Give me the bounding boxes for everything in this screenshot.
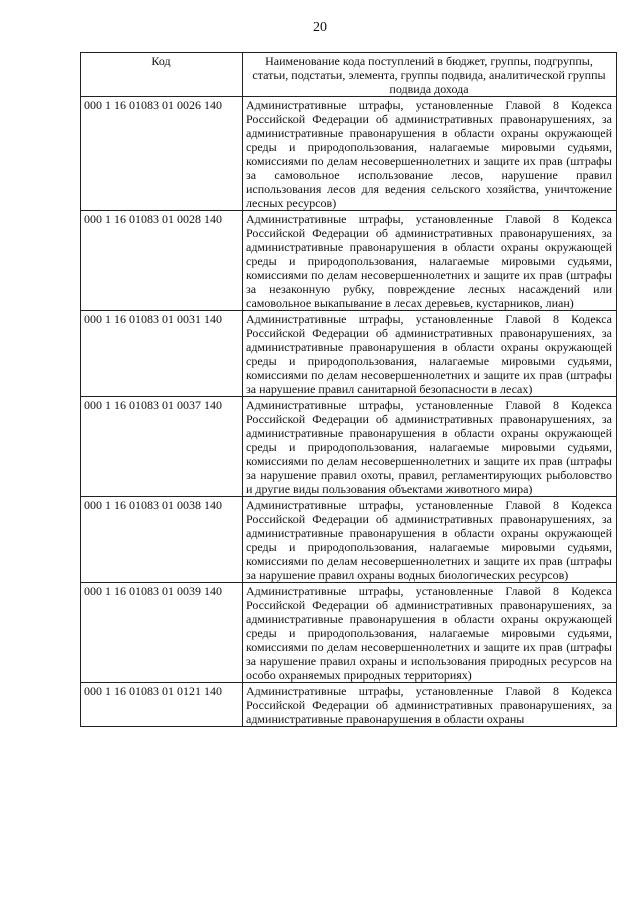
name-cell: Административные штрафы, установленные Главой 8 Кодекса Российской Федерации об административных правонарушениях, за административные правонарушения в области охраны окружающей среды и природопользования, налагаемые мировыми судьями, комиссиями по делам несовершеннолетних и защите их прав (штрафы за самовольное использование лесов, нарушение правил использования лесов для ведения сельского хозяйства, уничтожение лесных ресурсов) [243, 97, 617, 211]
table-row [81, 497, 617, 583]
column-header-code: Код [81, 53, 243, 97]
name-cell: Административные штрафы, установленные Главой 8 Кодекса Российской Федерации об административных правонарушениях, за административные правонарушения в области охраны окружающей среды и природопользования, налагаемые мировыми судьями, комиссиями по делам несовершеннолетних и защите их прав (штрафы за нарушение правил санитарной безопасности в лесах) [243, 311, 617, 397]
name-cell: Административные штрафы, установленные Главой 8 Кодекса Российской Федерации об административных правонарушениях, за административные правонарушения в области охраны [243, 683, 617, 727]
name-cell: Административные штрафы, установленные Главой 8 Кодекса Российской Федерации об административных правонарушениях, за административные правонарушения в области охраны окружающей среды и природопользования, налагаемые мировыми судьями, комиссиями по делам несовершеннолетних и защите их прав (штрафы за нарушение правил охраны и использования природных ресурсов на особо охраняемых природных территориях) [243, 583, 617, 683]
table-row [81, 397, 617, 497]
code-cell: 000 1 16 01083 01 0038 140 [81, 497, 243, 583]
code-cell: 000 1 16 01083 01 0031 140 [81, 311, 243, 397]
code-cell: 000 1 16 01083 01 0037 140 [81, 397, 243, 497]
table-header-row [81, 53, 617, 97]
code-cell: 000 1 16 01083 01 0121 140 [81, 683, 243, 727]
name-cell: Административные штрафы, установленные Главой 8 Кодекса Российской Федерации об административных правонарушениях, за административные правонарушения в области охраны окружающей среды и природопользования, налагаемые мировыми судьями, комиссиями по делам несовершеннолетних и защите их прав (штрафы за нарушение правил охоты, правил, регламентирующих рыболовство и другие виды пользования объектами животного мира) [243, 397, 617, 497]
revenue-codes-table [80, 52, 617, 727]
table-row [81, 311, 617, 397]
table-row [81, 683, 617, 727]
page-number: 20 [313, 20, 327, 35]
table-row [81, 97, 617, 211]
code-cell: 000 1 16 01083 01 0028 140 [81, 211, 243, 311]
column-header-name: Наименование кода поступлений в бюджет, группы, подгруппы, статьи, подстатьи, элемента, группы подвида, аналитической группы подвида дохода [243, 53, 617, 97]
name-cell: Административные штрафы, установленные Главой 8 Кодекса Российской Федерации об административных правонарушениях, за административные правонарушения в области охраны окружающей среды и природопользования, налагаемые мировыми судьями, комиссиями по делам несовершеннолетних и защите их прав (штрафы за нарушение правил охраны водных биологических ресурсов) [243, 497, 617, 583]
code-cell: 000 1 16 01083 01 0026 140 [81, 97, 243, 211]
table-row [81, 211, 617, 311]
code-cell: 000 1 16 01083 01 0039 140 [81, 583, 243, 683]
name-cell: Административные штрафы, установленные Главой 8 Кодекса Российской Федерации об административных правонарушениях, за административные правонарушения в области охраны окружающей среды и природопользования, налагаемые мировыми судьями, комиссиями по делам несовершеннолетних и защите их прав (штрафы за незаконную рубку, повреждение лесных насаждений или самовольное выкапывание в лесах деревьев, кустарников, лиан) [243, 211, 617, 311]
table-row [81, 583, 617, 683]
